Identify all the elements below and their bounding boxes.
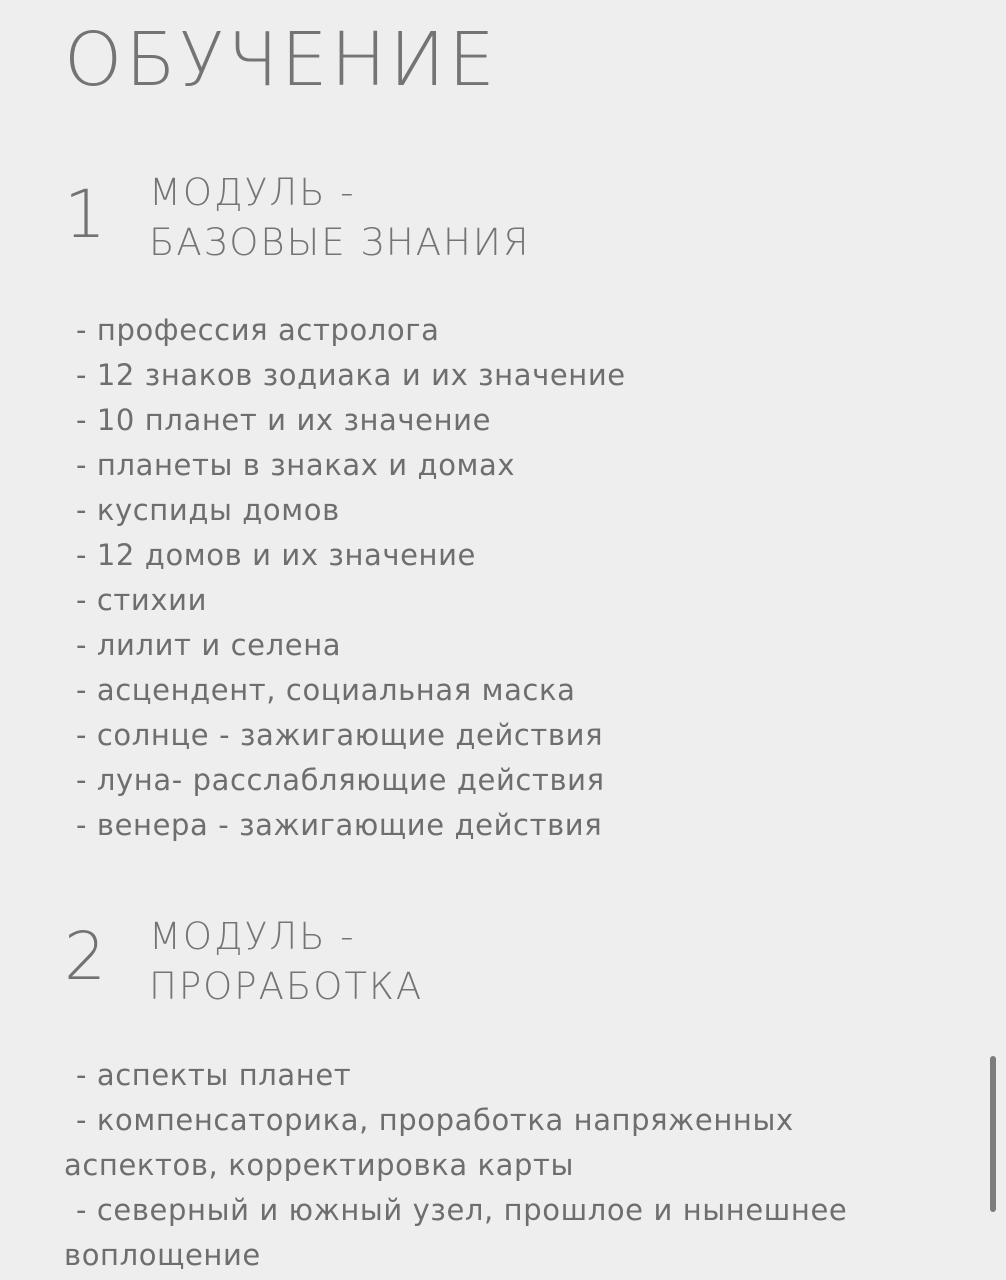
- list-item: - 12 знаков зодиака и их значение: [76, 358, 626, 392]
- list-item: - северный и южный узел, прошлое и нынешнее: [76, 1193, 848, 1227]
- list-item: - венера - зажигающие действия: [76, 808, 603, 842]
- list-item: - куспиды домов: [76, 493, 340, 527]
- list-item: - 10 планет и их значение: [76, 403, 492, 437]
- list-item: - компенсаторика, проработка напряженных: [76, 1103, 794, 1137]
- module-number: 2: [64, 918, 106, 995]
- vertical-scrollbar[interactable]: [990, 1056, 996, 1212]
- module-title-line-1: МОДУЛЬ -: [149, 915, 356, 958]
- page-title: ОБУЧЕНИЕ: [64, 17, 498, 103]
- module-number: 1: [64, 176, 106, 253]
- module-2-topics-list: [64, 1053, 934, 1278]
- module-title-line-2: БАЗОВЫЕ ЗНАНИЯ: [149, 221, 531, 264]
- module-title-line-2: ПРОРАБОТКА: [149, 965, 424, 1008]
- list-item: - 12 домов и их значение: [76, 538, 476, 572]
- list-item: - асцендент, социальная маска: [76, 673, 576, 707]
- list-item: - аспекты планет: [76, 1058, 352, 1092]
- list-item: - лилит и селена: [76, 628, 342, 662]
- module-title: [149, 912, 423, 1012]
- list-item: - солнце - зажигающие действия: [76, 718, 604, 752]
- list-item: - профессия астролога: [76, 313, 440, 347]
- list-item: - планеты в знаках и домах: [76, 448, 516, 482]
- module-title: [149, 168, 531, 268]
- list-item: аспектов, корректировка карты: [64, 1148, 575, 1182]
- module-1-topics-list: [64, 308, 934, 848]
- module-title-line-1: МОДУЛЬ -: [149, 171, 356, 214]
- list-item: - луна- расслабляющие действия: [76, 763, 605, 797]
- list-item: - стихии: [76, 583, 208, 617]
- list-item: воплощение: [64, 1238, 261, 1272]
